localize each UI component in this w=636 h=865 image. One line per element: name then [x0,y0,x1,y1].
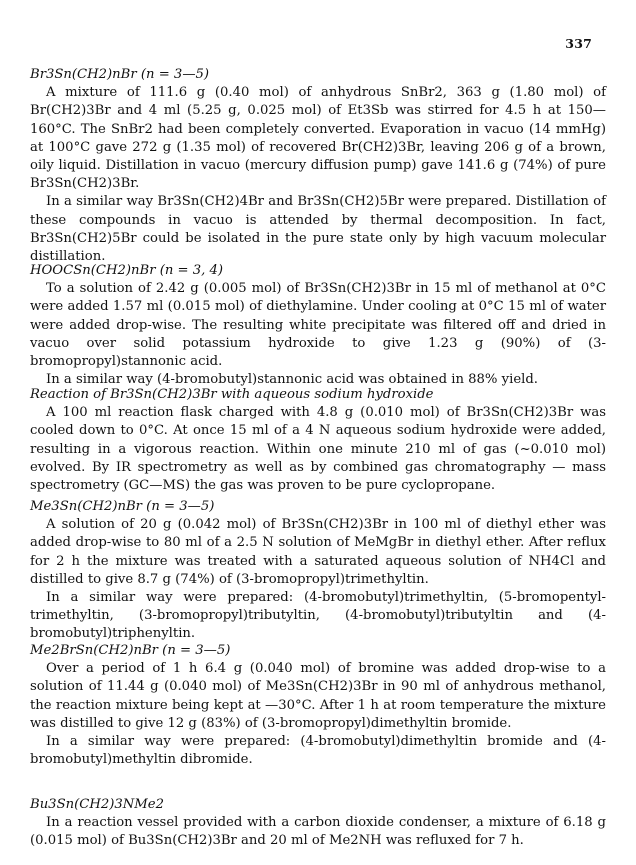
section-heading: Reaction of Br3Sn(CH2)3Br with aqueous sodium hydroxide [30,387,434,402]
section-hoocsn-synthesis [30,262,606,389]
paragraph: Over a period of 1 h 6.4 g (0.040 mol) of bromine was added drop-wise to a solution of 11.44 g (0.040 mol) of Me3Sn(CH2)3Br in 90 ml of anhydrous methanol, the reaction mixture being kept at —30°C. After 1 h at room temperature the mixture was distilled to give 12 g (83%) of (3-bromopropyl)dimethyltin bromide. [30,661,606,731]
paragraph: A mixture of 111.6 g (0.40 mol) of anhydrous SnBr2, 363 g (1.80 mol) of Br(CH2)3Br and 4 ml (5.25 g, 0.025 mol) of Et3Sb was stirred for 4.5 h at 150—160°C. The SnBr2 had been completely converted. Evaporation in vacuo (14 mmHg) at 100°C gave 272 g (1.35 mol) of recovered Br(CH2)3Br, leaving 206 g of a brown, oily liquid. Distillation in vacuo (mercury diffusion pump) gave 141.6 g (74%) of pure Br3Sn(CH2)3Br. [30,85,606,192]
paragraph: In a similar way were prepared: (4-bromobutyl)trimethyltin, (5-bromopentyl-trimethyltin, (3-bromopropyl)tributyltin, (4-bromobutyl)tributyltin and (4-bromobutyl)triphenyltin. [30,590,606,642]
section-me3sn-synthesis [30,498,606,644]
section-heading: HOOCSn(CH2)nBr (n = 3, 4) [30,263,224,278]
paragraph: In a similar way were prepared: (4-bromobutyl)dimethyltin bromide and (4-bromobutyl)methyltin dibromide. [30,734,606,768]
paragraph: To a solution of 2.42 g (0.005 mol) of Br3Sn(CH2)3Br in 15 ml of methanol at 0°C were added 1.57 ml (0.015 mol) of diethylamine. Under cooling at 0°C 15 ml of water were added drop-wise. The resulting white precipitate was filtered off and dried in vacuo over solid potassium hydroxide to give 1.23 g (90%) of (3-bromopropyl)stannonic acid. [30,281,606,370]
section-heading: Me2BrSn(CH2)nBr (n = 3—5) [30,643,231,658]
section-heading: Me3Sn(CH2)nBr (n = 3—5) [30,499,215,514]
paragraph: A 100 ml reaction flask charged with 4.8 g (0.010 mol) of Br3Sn(CH2)3Br was cooled down to 0°C. At once 15 ml of a 4 N aqueous sodium hydroxide were added, resulting in a vigorous reaction. Within one minute 210 ml of gas (~0.010 mol) evolved. By IR spectrometry as well as by combined gas chromatography — mass spectrometry (GC—MS) the gas was proven to be pure cyclopropane. [30,405,606,494]
section-heading: Br3Sn(CH2)nBr (n = 3—5) [30,67,210,82]
page-number: 337 [565,36,592,51]
section-br3sn-synthesis [30,66,606,266]
section-heading: Bu3Sn(CH2)3NMe2 [30,797,164,812]
section-me2brsn-synthesis [30,642,606,769]
paragraph: In a reaction vessel provided with a carbon dioxide condenser, a mixture of 6.18 g (0.015 mol) of Bu3Sn(CH2)3Br and 20 ml of Me2NH was refluxed for 7 h. [30,815,606,849]
paragraph: In a similar way Br3Sn(CH2)4Br and Br3Sn(CH2)5Br were prepared. Distillation of these compounds in vacuo is attended by thermal decomposition. In fact, Br3Sn(CH2)5Br could be isolated in the pure state only by high vacuum molecular distillation. [30,194,606,265]
section-naoh-reaction [30,386,606,495]
paragraph: In a similar way (4-bromobutyl)stannonic acid was obtained in 88% yield. [46,372,538,388]
section-bu3sn-synthesis [30,796,606,851]
paragraph: A solution of 20 g (0.042 mol) of Br3Sn(CH2)3Br in 100 ml of diethyl ether was added drop-wise to 80 ml of a 2.5 N solution of MeMgBr in diethyl ether. After reflux for 2 h the mixture was treated with a saturated aqueous solution of NH4Cl and distilled to give 8.7 g (74%) of (3-bromopropyl)trimethyltin. [30,517,606,587]
